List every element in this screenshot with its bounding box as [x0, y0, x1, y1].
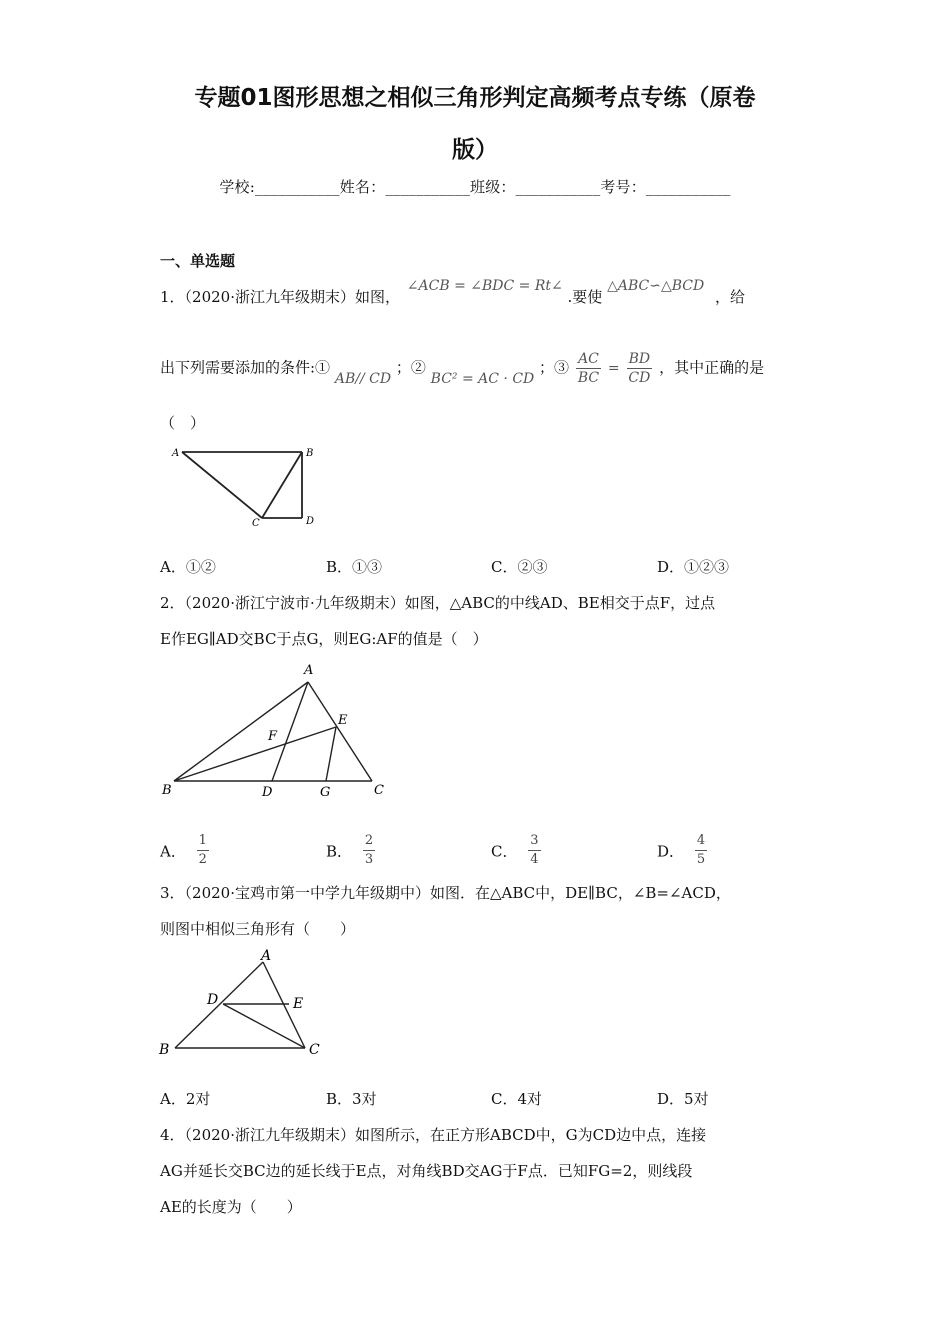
- q4-line-2: AG并延长交BC边的延长线于E点，对角线BD交AG于F点．已知FG=2，则线段: [160, 1162, 693, 1180]
- q1-option-b[interactable]: B．①③: [326, 558, 383, 576]
- q1-paren: （ ）: [160, 414, 206, 432]
- q1-line-2: [160, 350, 764, 387]
- q2-option-b-den: 3: [364, 852, 374, 867]
- q2-label-d: D: [262, 785, 273, 800]
- q1-segment-bc: [262, 452, 302, 518]
- q2-line-1: 2．（2020·浙江宁波市·九年级期末）如图，△ABC的中线AD、BE相交于点F，过点: [160, 594, 716, 612]
- document-title: [150, 72, 800, 176]
- q2-option-d-letter: D．: [657, 842, 685, 861]
- q4-line-3: AE的长度为（ ）: [160, 1198, 302, 1216]
- q1-mid: .要使: [567, 288, 603, 306]
- q1-label-a: A: [172, 448, 180, 459]
- q2-option-b-num: 2: [363, 832, 375, 851]
- q1-option-d[interactable]: D．①②③: [657, 558, 730, 576]
- q1-label-c: C: [252, 518, 260, 529]
- q3-label-c: C: [309, 1042, 320, 1058]
- q1-fraction-2: [626, 350, 652, 387]
- title-line-2: 版）: [452, 137, 498, 163]
- q3-option-a[interactable]: A．2对: [160, 1090, 211, 1108]
- q2-segment-eg: [326, 727, 336, 781]
- q1-segment-ac: [182, 452, 262, 518]
- q1-fraction-1-den: BC: [577, 370, 600, 386]
- q2-option-c-letter: C．: [491, 842, 518, 861]
- q1-fraction-1: [576, 350, 601, 387]
- q2-option-a-letter: A．: [160, 842, 186, 861]
- q1-line2-b: ，其中正确的是: [659, 358, 765, 377]
- q2-option-a-fraction: [197, 832, 209, 869]
- q3-label-e: E: [293, 996, 304, 1012]
- q1-sep-1: ；②: [395, 358, 426, 377]
- q2-segment-ac: [308, 682, 372, 781]
- q2-option-d-den: 5: [696, 852, 706, 867]
- q1-label-b: B: [306, 448, 314, 459]
- q2-label-b: B: [162, 783, 172, 798]
- q1-sep-2: ；③: [539, 358, 570, 377]
- q4-line-1: 4．（2020·浙江九年级期末）如图所示，在正方形ABCD中，G为CD边中点，连接: [160, 1126, 707, 1144]
- q2-option-b-fraction: [363, 832, 375, 869]
- q1-fraction-2-num: BD: [628, 351, 651, 367]
- q3-options: [160, 1088, 800, 1112]
- q1-cond-2: BC² = AC · CD: [430, 370, 535, 387]
- q2-option-a[interactable]: [160, 834, 211, 871]
- q1-cond-1: AB// CD: [334, 370, 392, 387]
- q2-segment-ad: [272, 682, 308, 781]
- q3-line-1: 3．（2020·宝鸡市第一中学九年级期中）如图．在△ABC中，DE∥BC，∠B=∠ACD，: [160, 884, 731, 902]
- q2-option-c[interactable]: [491, 834, 543, 871]
- q3-line-2: 则图中相似三角形有（ ）: [160, 920, 356, 938]
- q3-option-c[interactable]: C．4对: [491, 1090, 543, 1108]
- q2-line-2: E作EG∥AD交BC于点G，则EG:AF的值是（ ）: [160, 630, 488, 648]
- q2-option-c-num: 3: [528, 832, 540, 851]
- q3-label-a: A: [261, 948, 272, 964]
- q1-line2-a: 出下列需要添加的条件:①: [160, 358, 331, 377]
- q1-label-d: D: [306, 516, 315, 527]
- section-heading: 一、单选题: [160, 252, 236, 270]
- q3-segment-ab: [175, 962, 263, 1048]
- q1-similarity: △ABC∽△BCD: [607, 278, 705, 294]
- q2-segment-be: [174, 727, 336, 781]
- q1-option-a[interactable]: A．①②: [160, 558, 216, 576]
- q2-option-b[interactable]: [326, 834, 377, 871]
- q1-fraction-2-den: CD: [628, 370, 651, 386]
- q2-option-a-num: 1: [197, 832, 209, 851]
- q3-option-b[interactable]: B．3对: [326, 1090, 377, 1108]
- q2-label-a: A: [304, 663, 314, 678]
- q2-label-g: G: [320, 785, 331, 800]
- q1-prefix: 1．（2020·浙江九年级期末）如图，: [160, 288, 400, 306]
- q2-option-c-fraction: [528, 832, 540, 869]
- q2-label-e: E: [338, 713, 348, 728]
- student-info-line: 学校:___________姓名：___________班级：___________考号：___________: [219, 178, 731, 196]
- q3-option-d[interactable]: D．5对: [657, 1090, 709, 1108]
- q2-option-d-fraction: [695, 832, 707, 869]
- q2-option-d-num: 4: [695, 832, 707, 851]
- q1-condition: ∠ACB = ∠BDC = Rt∠: [406, 278, 563, 294]
- q2-option-b-letter: B．: [326, 842, 353, 861]
- q2-label-f: F: [268, 729, 278, 744]
- q3-figure: [155, 942, 335, 1062]
- q2-option-c-den: 4: [530, 852, 539, 867]
- q1-equals: =: [607, 360, 620, 377]
- q3-label-b: B: [159, 1042, 170, 1058]
- q2-option-a-den: 2: [198, 852, 207, 867]
- q1-options: [160, 556, 800, 580]
- q2-segment-ab: [174, 682, 308, 781]
- q1-figure: [170, 442, 330, 532]
- q1-fraction-1-num: AC: [578, 351, 599, 367]
- q3-label-d: D: [207, 992, 219, 1008]
- q1-end: ，给: [715, 288, 746, 306]
- q1-option-c[interactable]: C．②③: [491, 558, 548, 576]
- q2-option-d[interactable]: [657, 834, 709, 871]
- q1-line-1: [160, 278, 746, 307]
- q2-label-c: C: [374, 783, 384, 798]
- title-line-1: 专题01图形思想之相似三角形判定高频考点专练（原卷: [194, 85, 756, 111]
- q2-options: [160, 822, 800, 866]
- q2-figure: [160, 660, 400, 800]
